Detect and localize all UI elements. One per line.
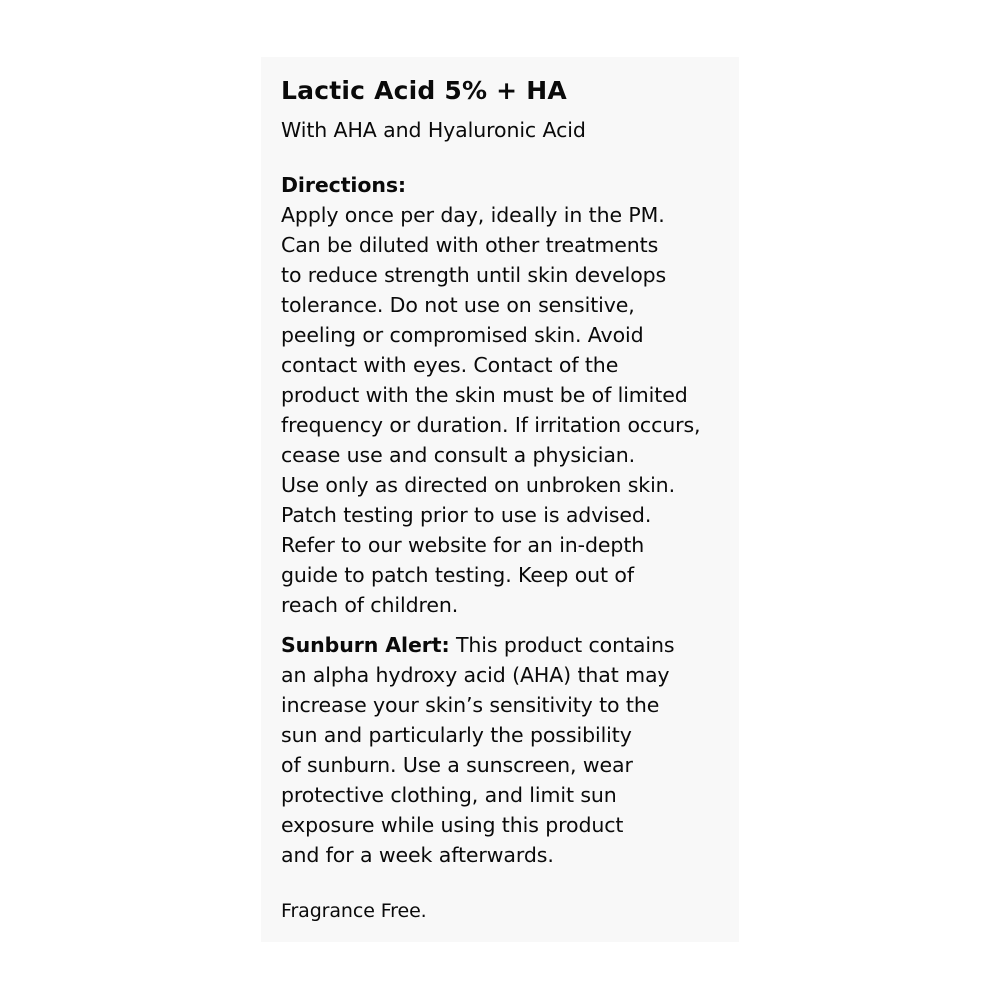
directions-line: Patch testing prior to use is advised.: [281, 503, 652, 527]
directions-line: tolerance. Do not use on sensitive,: [281, 293, 635, 317]
sunburn-alert-line: sun and particularly the possibility: [281, 723, 632, 747]
directions-text: [281, 200, 719, 620]
sunburn-alert-intro: This product contains: [449, 633, 675, 657]
directions-line: reach of children.: [281, 593, 459, 617]
directions-line: Refer to our website for an in-depth: [281, 533, 645, 557]
directions-line: peeling or compromised skin. Avoid: [281, 323, 644, 347]
directions-line: Can be diluted with other treatments: [281, 233, 659, 257]
directions-line: Apply once per day, ideally in the PM.: [281, 203, 665, 227]
sunburn-alert-section: [281, 630, 719, 870]
sunburn-alert-line: exposure while using this product: [281, 813, 624, 837]
sunburn-alert-line: of sunburn. Use a sunscreen, wear: [281, 753, 633, 777]
directions-heading: Directions:: [281, 173, 407, 197]
sunburn-alert-first-line: [281, 630, 719, 660]
sunburn-alert-heading: Sunburn Alert:: [281, 633, 450, 657]
directions-line: cease use and consult a physician.: [281, 443, 636, 467]
sunburn-alert-line: and for a week afterwards.: [281, 843, 554, 867]
directions-line: Use only as directed on unbroken skin.: [281, 473, 675, 497]
directions-line: to reduce strength until skin develops: [281, 263, 667, 287]
product-title: Lactic Acid 5% + HA: [281, 76, 567, 105]
sunburn-alert-text: [281, 630, 719, 870]
sunburn-alert-line: protective clothing, and limit sun: [281, 783, 617, 807]
sunburn-alert-line: increase your skin’s sensitivity to the: [281, 693, 660, 717]
directions-line: guide to patch testing. Keep out of: [281, 563, 634, 587]
directions-line: product with the skin must be of limited: [281, 383, 688, 407]
sunburn-alert-line: an alpha hydroxy acid (AHA) that may: [281, 663, 670, 687]
directions-section: [281, 170, 719, 620]
directions-line: frequency or duration. If irritation occurs,: [281, 413, 701, 437]
directions-line: contact with eyes. Contact of the: [281, 353, 619, 377]
product-label-card: [261, 57, 739, 942]
product-subtitle: With AHA and Hyaluronic Acid: [281, 118, 586, 142]
fragrance-note: Fragrance Free.: [281, 900, 427, 922]
